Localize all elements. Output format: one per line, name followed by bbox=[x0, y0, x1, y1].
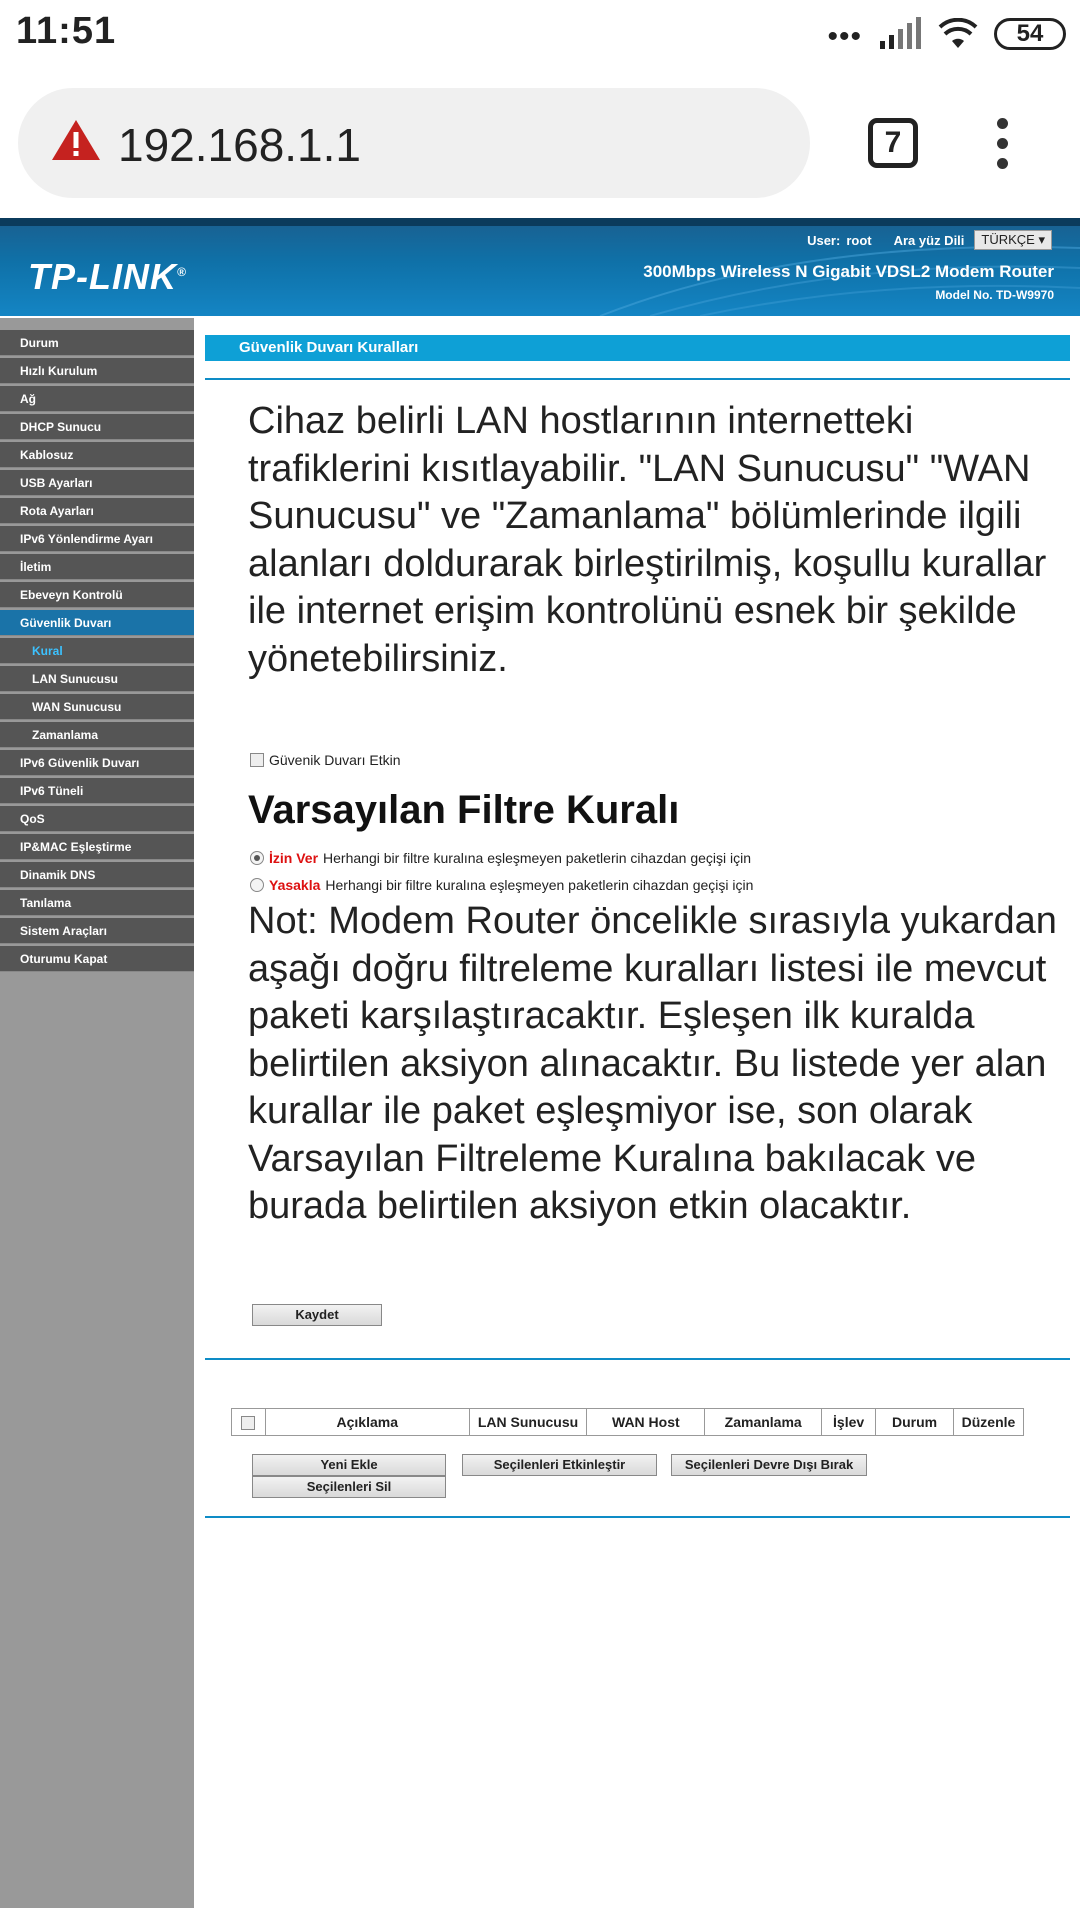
status-bar bbox=[0, 0, 1080, 66]
sidebar-item-usb[interactable]: USB Ayarları bbox=[0, 470, 194, 496]
deny-text: Herhangi bir filtre kuralına eşleşmeyen paketlerin cihazdan geçişi için bbox=[325, 877, 754, 893]
user-line bbox=[807, 230, 1052, 250]
sidebar-item-ag[interactable]: Ağ bbox=[0, 386, 194, 412]
select-all-checkbox[interactable] bbox=[241, 1416, 255, 1430]
router-name: 300Mbps Wireless N Gigabit VDSL2 Modem Router bbox=[643, 262, 1054, 281]
default-filter-title: Varsayılan Filtre Kuralı bbox=[248, 788, 680, 832]
sidebar-item-rota[interactable]: Rota Ayarları bbox=[0, 498, 194, 524]
col-duzenle: Düzenle bbox=[953, 1409, 1023, 1436]
allow-radio[interactable] bbox=[250, 851, 264, 865]
note-text: Not: Modem Router öncelikle sırasıyla yukardan aşağı doğru filtreleme kuralları listesi ile mevcut paketi karşılaştıracaktır. Eşleşen ilk kuralda belirtilen aksiyon alınacaktır. Bu listede yer alan kurallar ile paket eşleşmiyor ise, son olarak Varsayılan Filtreleme Kuralına bakılacak ve burada belirtilen aksiyon etkin olacaktır. bbox=[248, 900, 1057, 1227]
sidebar-item-ipv6-firewall[interactable]: IPv6 Güvenlik Duvarı bbox=[0, 750, 194, 776]
sidebar-item-ebeveyn[interactable]: Ebeveyn Kontrolü bbox=[0, 582, 194, 608]
language-label: Ara yüz Dili bbox=[893, 232, 965, 248]
deny-radio-row bbox=[250, 877, 753, 893]
col-wan-host: WAN Host bbox=[587, 1409, 705, 1436]
description-text: Cihaz belirli LAN hostlarının internetteki trafiklerini kısıtlayabilir. "LAN Sunucusu" "WAN Sunucusu" ve "Zamanlama" bölümlerinde ilgili alanları doldurarak birleştirilmiş, koşullu kurallar ile internet erişim kontrolünü esnek bir şekilde yönetebilirsiniz. bbox=[248, 400, 1047, 680]
sidebar-item-lan-sunucusu[interactable]: LAN Sunucusu bbox=[0, 666, 194, 692]
sidebar-item-dhcp[interactable]: DHCP Sunucu bbox=[0, 414, 194, 440]
deny-radio[interactable] bbox=[250, 878, 264, 892]
sidebar bbox=[0, 318, 194, 1908]
router-header bbox=[0, 218, 1080, 316]
select-all-cell bbox=[232, 1409, 266, 1436]
allow-radio-row bbox=[250, 850, 751, 866]
sidebar-item-kablosuz[interactable]: Kablosuz bbox=[0, 442, 194, 468]
sidebar-item-kural[interactable]: Kural bbox=[0, 638, 194, 664]
divider bbox=[205, 1516, 1070, 1518]
user-label: User: bbox=[807, 232, 841, 248]
col-zamanlama: Zamanlama bbox=[705, 1409, 822, 1436]
sidebar-item-tanilama[interactable]: Tanılama bbox=[0, 890, 194, 916]
section-title: Güvenlik Duvarı Kuralları bbox=[205, 335, 1070, 361]
allow-label: İzin Ver bbox=[269, 850, 319, 866]
language-select[interactable]: TÜRKÇE ▾ bbox=[974, 230, 1052, 250]
rules-table bbox=[231, 1408, 1024, 1436]
sidebar-item-ip-mac[interactable]: IP&MAC Eşleştirme bbox=[0, 834, 194, 860]
sidebar-item-sistem-araclari[interactable]: Sistem Araçları bbox=[0, 918, 194, 944]
sidebar-item-wan-sunucusu[interactable]: WAN Sunucusu bbox=[0, 694, 194, 720]
sidebar-item-iletim[interactable]: İletim bbox=[0, 554, 194, 580]
allow-text: Herhangi bir filtre kuralına eşleşmeyen paketlerin cihazdan geçişi için bbox=[323, 850, 752, 866]
browser-menu-icon[interactable] bbox=[990, 118, 1014, 174]
save-button[interactable]: Kaydet bbox=[252, 1304, 382, 1326]
table-header-row bbox=[232, 1409, 1024, 1436]
user-name: root bbox=[846, 232, 872, 248]
sidebar-item-ipv6-tunnel[interactable]: IPv6 Tüneli bbox=[0, 778, 194, 804]
add-new-button[interactable]: Yeni Ekle bbox=[252, 1454, 446, 1476]
col-islev: İşlev bbox=[822, 1409, 876, 1436]
status-icons bbox=[827, 14, 1066, 54]
sidebar-item-oturumu-kapat[interactable]: Oturumu Kapat bbox=[0, 946, 194, 972]
warning-icon[interactable] bbox=[50, 118, 102, 162]
disable-selected-button[interactable]: Seçilenleri Devre Dışı Bırak bbox=[671, 1454, 867, 1476]
model-number: Model No. TD-W9970 bbox=[935, 288, 1054, 302]
battery-icon: 54 bbox=[994, 18, 1066, 50]
col-durum: Durum bbox=[876, 1409, 954, 1436]
tp-link-logo: TP-LINK® bbox=[28, 256, 187, 297]
url-text[interactable]: 192.168.1.1 bbox=[118, 119, 362, 171]
col-lan-sunucusu: LAN Sunucusu bbox=[469, 1409, 587, 1436]
delete-selected-button[interactable]: Seçilenleri Sil bbox=[252, 1476, 446, 1498]
wifi-icon bbox=[938, 18, 978, 50]
col-aciklama: Açıklama bbox=[265, 1409, 469, 1436]
firewall-enable-row bbox=[250, 752, 401, 768]
enable-selected-button[interactable]: Seçilenleri Etkinleştir bbox=[462, 1454, 657, 1476]
sidebar-item-zamanlama[interactable]: Zamanlama bbox=[0, 722, 194, 748]
sidebar-item-hizli-kurulum[interactable]: Hızlı Kurulum bbox=[0, 358, 194, 384]
router-page bbox=[0, 218, 1080, 1920]
sidebar-item-qos[interactable]: QoS bbox=[0, 806, 194, 832]
status-time: 11:51 bbox=[16, 10, 117, 52]
sidebar-item-ddns[interactable]: Dinamik DNS bbox=[0, 862, 194, 888]
tab-switcher-button[interactable]: 7 bbox=[868, 118, 918, 168]
signal-icon bbox=[878, 17, 922, 51]
address-bar[interactable] bbox=[18, 88, 810, 198]
divider bbox=[205, 1358, 1070, 1360]
firewall-enable-label: Güvenik Duvarı Etkin bbox=[269, 752, 401, 768]
sidebar-item-durum[interactable]: Durum bbox=[0, 330, 194, 356]
more-dots-icon: ••• bbox=[827, 20, 862, 53]
firewall-enable-checkbox[interactable] bbox=[250, 753, 264, 767]
divider bbox=[205, 378, 1070, 380]
deny-label: Yasakla bbox=[269, 877, 321, 893]
sidebar-item-guvenlik-duvari[interactable]: Güvenlik Duvarı bbox=[0, 610, 194, 636]
sidebar-item-ipv6-routing[interactable]: IPv6 Yönlendirme Ayarı bbox=[0, 526, 194, 552]
